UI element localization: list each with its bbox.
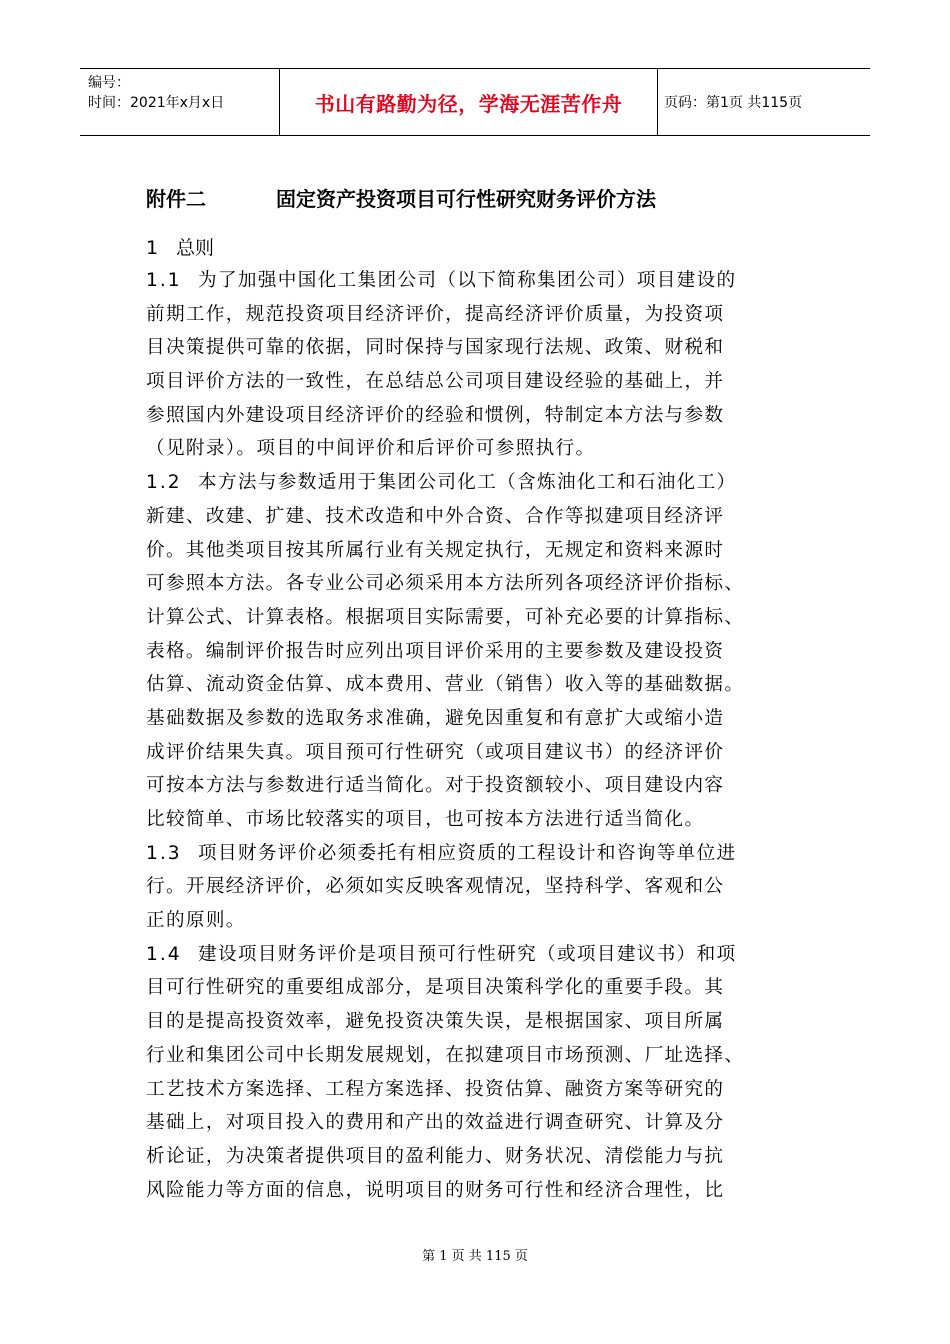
line-text: 计算公式、计算表格。根据项目实际需要，可补充必要的计算指标、 xyxy=(146,606,745,628)
serial-label: 编号： xyxy=(88,75,130,91)
date-label: 时间：2021年x月x日 xyxy=(88,95,225,111)
paragraph-line xyxy=(146,500,814,534)
line-text: 为了加强中国化工集团公司（以下简称集团公司）项目建设的 xyxy=(198,270,737,291)
paragraph-line xyxy=(146,534,814,568)
header-page-info: 页码：第1页 共115页 xyxy=(664,95,803,111)
line-text: 参照国内外建设项目经济评价的经验和惯例，特制定本方法与参数 xyxy=(146,404,725,426)
line-text: 表格。编制评价报告时应列出项目评价采用的主要参数及建设投资 xyxy=(146,640,725,662)
paragraph-line xyxy=(146,1073,814,1107)
line-text: 析论证，为决策者提供项目的盈利能力、财务状况、清偿能力与抗 xyxy=(146,1145,725,1167)
line-text: 基础上，对项目投入的费用和产出的效益进行调查研究、计算及分 xyxy=(146,1112,725,1134)
line-text: 目的是提高投资效率，避免投资决策失误，是根据国家、项目所属 xyxy=(146,1011,725,1033)
line-text: 基础数据及参数的选取务求准确，避免因重复和有意扩大或缩小造 xyxy=(146,707,725,729)
paragraph-line xyxy=(146,601,814,635)
document-body xyxy=(146,232,814,1207)
paragraph-list xyxy=(146,264,814,1207)
line-text: 价。其他类项目按其所属行业有关规定执行，无规定和资料来源时 xyxy=(146,539,725,561)
paragraph-line xyxy=(146,466,814,500)
line-text: 可按本方法与参数进行适当简化。对于投资额较小、项目建设内容 xyxy=(146,775,725,797)
section-heading xyxy=(146,232,814,264)
paragraph-number: 1.3 xyxy=(146,842,182,864)
line-text: 行。开展经济评价，必须如实反映客观情况，坚持科学、客观和公 xyxy=(146,876,725,898)
paragraph-number: 1.2 xyxy=(146,472,182,494)
line-text: 工艺技术方案选择、工程方案选择、投资估算、融资方案等研究的 xyxy=(146,1078,725,1100)
line-text: 可参照本方法。各专业公司必须采用本方法所列各项经济评价指标、 xyxy=(146,573,745,595)
paragraph xyxy=(146,837,814,938)
line-text: 目可行性研究的重要组成部分，是项目决策科学化的重要手段。其 xyxy=(146,977,725,999)
paragraph-number: 1.1 xyxy=(146,270,182,291)
section-number: 1 xyxy=(146,237,159,259)
line-text: 行业和集团公司中长期发展规划，在拟建项目市场预测、厂址选择、 xyxy=(146,1044,745,1066)
paragraph-line xyxy=(146,432,814,466)
paragraph-line xyxy=(146,938,814,972)
paragraph-line xyxy=(146,837,814,871)
section-title: 总则 xyxy=(176,237,215,259)
paragraph-line xyxy=(146,702,814,736)
page-footer: 第 1 页 共 115 页 xyxy=(422,1249,528,1264)
paragraph-line xyxy=(146,736,814,770)
paragraph-line xyxy=(146,298,814,332)
line-text: 正的原则。 xyxy=(146,910,246,932)
paragraph-line xyxy=(146,1140,814,1174)
paragraph-line xyxy=(146,331,814,365)
paragraph-line xyxy=(146,635,814,669)
paragraph-line xyxy=(146,668,814,702)
paragraph-line xyxy=(146,1106,814,1140)
paragraph-line xyxy=(146,1039,814,1073)
line-text: 本方法与参数适用于集团公司化工（含炼油化工和石油化工） xyxy=(198,472,737,494)
line-text: 估算、流动资金估算、成本费用、营业（销售）收入等的基础数据。 xyxy=(146,674,745,696)
title-text: 固定资产投资项目可行性研究财务评价方法 xyxy=(276,187,656,211)
paragraph xyxy=(146,938,814,1208)
paragraph-line xyxy=(146,971,814,1005)
paragraph-line xyxy=(146,904,814,938)
paragraph-line xyxy=(146,567,814,601)
title-prefix: 附件二 xyxy=(146,187,206,211)
line-text: 成评价结果失真。项目预可行性研究（或项目建议书）的经济评价 xyxy=(146,741,725,763)
line-text: 项目财务评价必须委托有相应资质的工程设计和咨询等单位进 xyxy=(198,842,737,864)
line-text: 风险能力等方面的信息，说明项目的财务可行性和经济合理性，比 xyxy=(146,1179,725,1201)
header-motto: 书山有路勤为径，学海无涯苦作舟 xyxy=(280,69,658,135)
paragraph-line xyxy=(146,870,814,904)
line-text: 目决策提供可靠的依据，同时保持与国家现行法规、政策、财税和 xyxy=(146,337,725,359)
paragraph-number: 1.4 xyxy=(146,943,182,965)
line-text: 比较简单、市场比较落实的项目，也可按本方法进行适当简化。 xyxy=(146,809,705,830)
paragraph-line xyxy=(146,803,814,837)
line-text: 前期工作，规范投资项目经济评价，提高经济评价质量，为投资项 xyxy=(146,303,725,325)
line-text: 项目评价方法的一致性，在总结总公司项目建设经验的基础上，并 xyxy=(146,371,725,393)
paragraph-line xyxy=(146,399,814,433)
line-text: 建设项目财务评价是项目预可行性研究（或项目建议书）和项 xyxy=(198,943,737,965)
document-title xyxy=(146,183,656,212)
header-meta xyxy=(80,69,280,135)
paragraph xyxy=(146,264,814,466)
paragraph-line xyxy=(146,769,814,803)
paragraph-line xyxy=(146,1174,814,1208)
page-header xyxy=(80,68,870,136)
paragraph-line xyxy=(146,1005,814,1039)
paragraph-line xyxy=(146,264,814,298)
paragraph-line xyxy=(146,365,814,399)
line-text: （见附录）。项目的中间评价和后评价可参照执行。 xyxy=(146,438,596,460)
line-text: 新建、改建、扩建、技术改造和中外合资、合作等拟建项目经济评 xyxy=(146,505,725,527)
paragraph xyxy=(146,466,814,837)
